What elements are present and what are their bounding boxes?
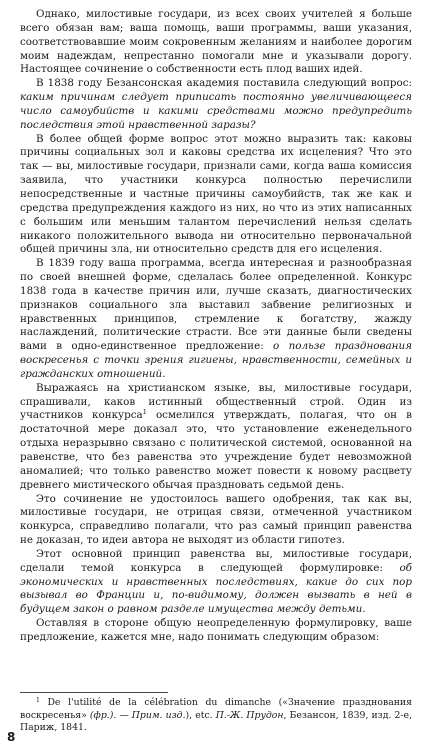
text-run: Выражаясь на христианском языке, вы, милостивые государи, спрашивали, каков истинный общественный строй. Один из участников конкурса (20, 381, 412, 422)
paragraph (20, 548, 412, 617)
text-run: осмелился утверждать, полагая, что он в достаточной мере доказал это, что установление еженедельного отдыха неразрывно связано с политической системой, основанной на равенстве, что без равенства это учреждение будет невозможной аномалией; что только равенство может повести к новому расцвету древнего мистического обычая праздновать седьмой день. (20, 409, 412, 491)
paragraph (20, 133, 412, 258)
paragraph (20, 8, 412, 77)
text-run: Оставляя в стороне общую неопределенную формулировку, ваше предложение, кажется мне, надо понимать следующим образом: (20, 617, 412, 643)
text-run: Этот основной принцип равенства вы, милостивые государи, сделали темой конкурса в следующей формулировке: (20, 547, 412, 574)
text-run: . (362, 603, 366, 616)
text-run: ), etc. (185, 709, 216, 721)
text-run: В 1838 году Безансонская академия поставила следующий вопрос: (36, 77, 412, 90)
footnote (20, 697, 412, 735)
italic-text: об экономических и нравственных последствиях, какие до сих пор вызывал во Франции и, по-видимому, должен вызвать в ней в будущем закон о равном разделе имущества между детьми (20, 561, 412, 616)
italic-text: каким причинам следует приписать постоянно увеличивающееся число самоубийств и какими средствами можно предупредить последствия этой нравственной заразы? (20, 91, 412, 131)
paragraph (20, 382, 412, 493)
text-run: Это сочинение не удостоилось вашего одобрения, так как вы, милостивые государи, не отрицая связи, отмеченной участником конкурса, справедливо полагали, что раз самый принцип равенства не доказан, то идеи автора не выходят из области гипотез. (20, 492, 412, 547)
paragraph (20, 77, 412, 132)
text-run: Однако, милостивые государи, из всех своих учителей я больше всего обязан вам; ваша помощь, ваши программы, ваши указания, соответствовавшие моим сокровенным желаниям и наиболее дорогим моим надеждам, непрестанно помогали мне и указывали дорогу. Настоящее сочинение о собственности есть плод ваших идей. (20, 8, 412, 76)
text-run: В 1839 году ваша программа, всегда интересная и разнообразная по своей внешней форме, сделалась более определенной. Конкурс 1838 года в качестве причин или, лучше сказать, диагностических признаков социального зла выставил забвение религиозных и нравственных принципов, стремление к богатству, жажду наслаждений, политические страсти. Все эти данные были сведены вами в одно-единственное предложение: (20, 257, 412, 353)
footnote-text (20, 697, 412, 733)
italic-text: (фр.). — Прим. изд. (89, 709, 186, 721)
text-run: De l'utilité de la célébration du dimanche («Значение празднования воскресенья» (20, 697, 412, 721)
paragraph (20, 493, 412, 548)
paragraph (20, 617, 412, 645)
italic-text: о пользе празднования воскресенья с точки зрения гигиены, нравственности, семейных и гражданских отношений (20, 340, 412, 380)
footnote-separator (20, 692, 168, 693)
page-body (20, 8, 412, 645)
page-number: 8 (7, 730, 16, 744)
paragraph (20, 257, 412, 382)
text-run: , Безансон, 1839, изд. 2-е, Париж, 1841. (20, 709, 413, 733)
footnote-ref: 1 (142, 408, 147, 417)
text-run: В более общей форме вопрос этот можно выразить так: каковы причины социальных зол и каковы средства их исцеления? Что это так — вы, милостивые государи, признали сами, когда ваша комиссия заявила, что участники конкурса полностью перечислили непосредственные и частные причины самоубийств, так же как и средства предупреждения каждого из них, но что из этих написанных с большим или меньшим талантом перечислений нельзя сделать никакого положительного вывода ни относительно первоначальной общей причины зла, ни относительно средств для его исцеления. (20, 132, 412, 256)
text-run: . (162, 367, 166, 380)
footnote-marker: 1 (36, 697, 40, 704)
italic-text: П.-Ж. Прудон (215, 709, 284, 721)
